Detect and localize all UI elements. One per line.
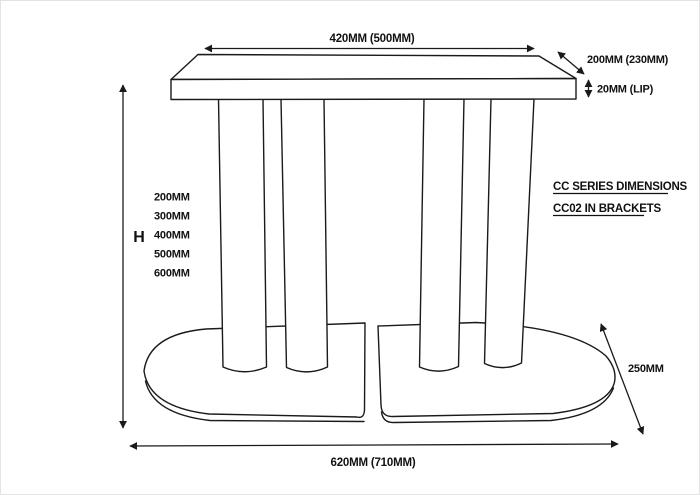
height-option: 400MM bbox=[154, 229, 190, 242]
height-options-list bbox=[154, 192, 190, 280]
lip-label: 20MM (LIP) bbox=[597, 83, 654, 96]
series-title: CC SERIES DIMENSIONS bbox=[553, 181, 688, 193]
stand-dimensions-drawing bbox=[1, 1, 700, 495]
pillar-1 bbox=[219, 99, 267, 372]
height-option: 300MM bbox=[154, 210, 190, 223]
height-option: 500MM bbox=[154, 248, 190, 261]
top-depth-label: 200MM (230MM) bbox=[587, 54, 669, 66]
pillar-2 bbox=[281, 99, 328, 372]
height-option: 600MM bbox=[154, 267, 190, 280]
series-heading bbox=[553, 181, 688, 216]
pillar-3 bbox=[420, 99, 465, 371]
base-width-label: 620MM (710MM) bbox=[330, 457, 416, 469]
height-symbol-label: H bbox=[133, 229, 145, 246]
dim-arrow-base-width bbox=[130, 444, 618, 446]
top-plate-front-face bbox=[171, 79, 576, 100]
top-plate-surface bbox=[171, 55, 576, 80]
top-width-label: 420MM (500MM) bbox=[329, 33, 415, 45]
base-depth-label: 250MM bbox=[628, 363, 664, 375]
series-subtitle: CC02 IN BRACKETS bbox=[553, 203, 661, 215]
height-option: 200MM bbox=[154, 191, 190, 204]
